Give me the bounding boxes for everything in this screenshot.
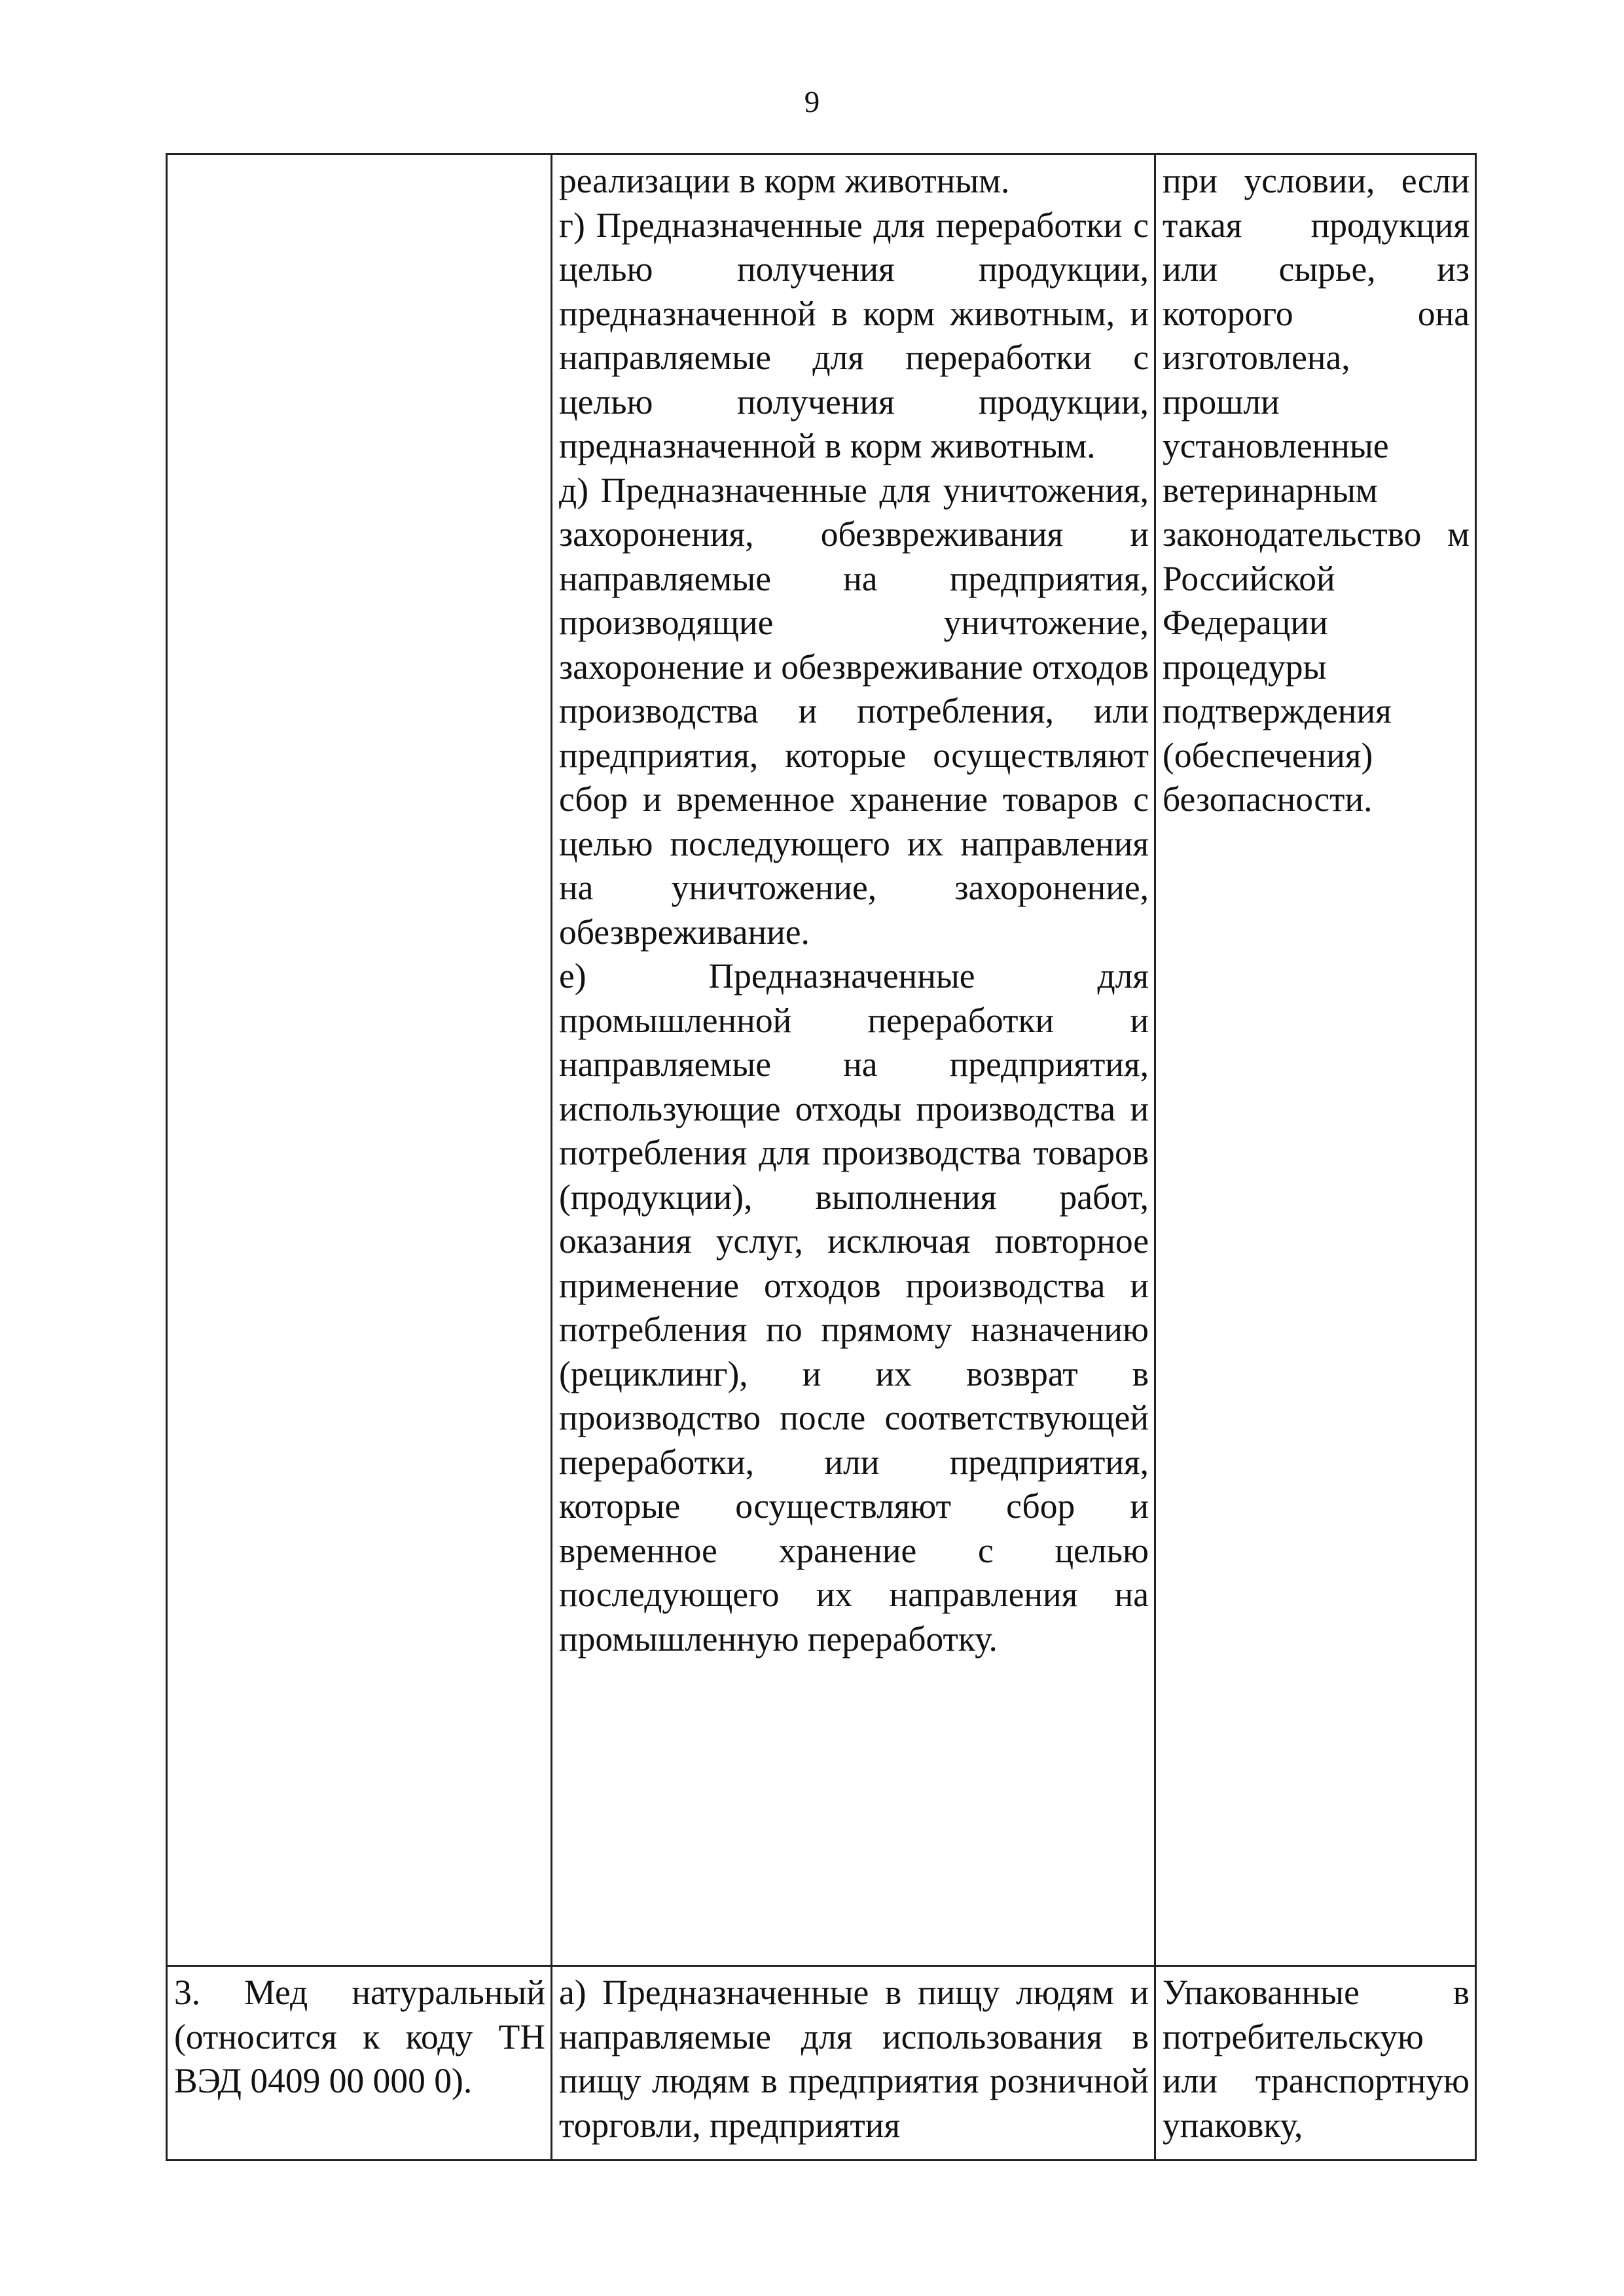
condition-cell: [1155, 1966, 1476, 2161]
condition-text: Упакованные в потребительскую или транспортную упаковку,: [1163, 1973, 1470, 2145]
purpose-paragraph: реализации в корм животным.: [559, 161, 1010, 200]
condition-cell: [1155, 154, 1476, 1966]
table-row: [167, 154, 1476, 1966]
condition-text: при условии, если такая продукция или сырье, из которого она изготовлена, прошли установленные ветеринарным законодательство м Российской Федерации процедуры подтверждения (обеспечения) безопасности.: [1163, 161, 1470, 819]
regulation-table: [166, 153, 1477, 2161]
purpose-cell: [552, 1966, 1155, 2161]
purpose-paragraph: а) Предназначенные в пищу людям и направляемые для использования в пищу людям в предприятия розничной торговли, предприятия: [559, 1973, 1149, 2145]
product-cell: [167, 154, 552, 1966]
purpose-paragraph: е) Предназначенные для промышленной переработки и направляемые на предприятия, использующие отходы производства и потребления для производства товаров (продукции), выполнения работ, оказания услуг, исключая повторное применение отходов производства и потребления по прямому назначению (рециклинг), и их возврат в производство после соответствующей переработки, или предприятия, которые осуществляют сбор и временное хранение с целью последующего их направления на промышленную переработку.: [559, 956, 1149, 1659]
table-row: [167, 1966, 1476, 2161]
product-text: 3. Мед натуральный (относится к коду ТН ВЭД 0409 00 000 0).: [174, 1973, 545, 2100]
purpose-paragraph: г) Предназначенные для переработки с целью получения продукции, предназначенной в корм животным, и направляемые для переработки с целью получения продукции, предназначенной в корм животным.: [559, 205, 1149, 465]
purpose-paragraph: д) Предназначенные для уничтожения, захоронения, обезвреживания и направляемые на предприятия, производящие уничтожение, захоронение и обезвреживание отходов производства и потребления, или предприятия, которые осуществляют сбор и временное хранение товаров с целью последующего их направления на уничтожение, захоронение, обезвреживание.: [559, 470, 1149, 952]
page-number: 9: [804, 85, 820, 119]
purpose-cell: [552, 154, 1155, 1966]
product-cell: [167, 1966, 552, 2161]
